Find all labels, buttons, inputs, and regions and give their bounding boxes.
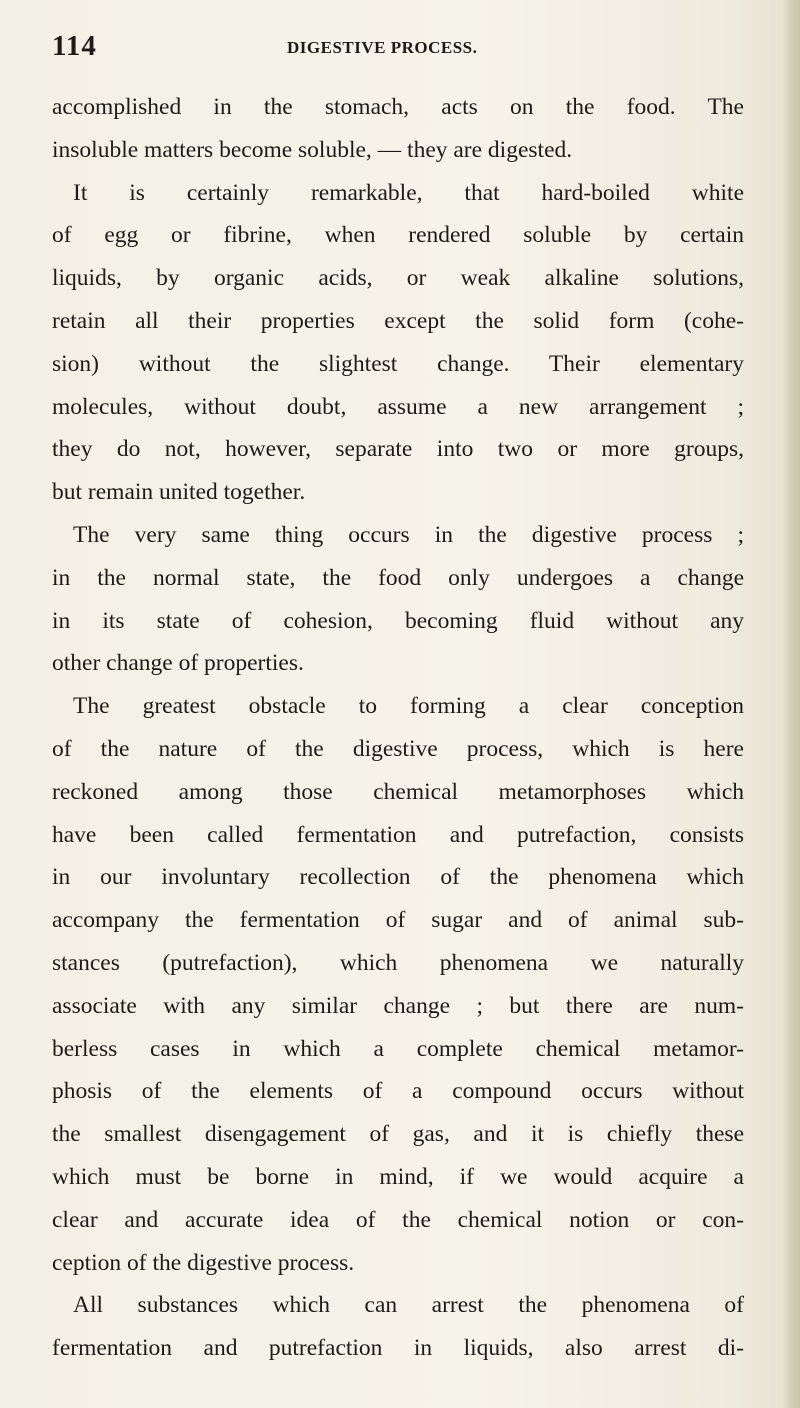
text-line: reckoned among those chemical metamorphoses which (52, 778, 744, 805)
text-line: of egg or fibrine, when rendered soluble by certain (52, 222, 744, 249)
text-line: the smallest disengagement of gas, and it is chiefly these (52, 1121, 744, 1148)
text-line: phosis of the elements of a compound occurs without (52, 1078, 744, 1105)
text-line: liquids, by organic acids, or weak alkaline solutions, (52, 265, 744, 292)
text-line: associate with any similar change ; but there are num- (52, 992, 744, 1019)
text-line: The greatest obstacle to forming a clear conception (73, 693, 744, 720)
text-line: molecules, without doubt, assume a new arrangement ; (52, 393, 744, 420)
running-head: DIGESTIVE PROCESS. (287, 38, 478, 57)
page-header (52, 30, 742, 70)
text-line: stances (putrefaction), which phenomena we naturally (52, 949, 744, 976)
text-line: they do not, however, separate into two or more groups, (52, 436, 744, 463)
text-line: have been called fermentation and putrefaction, consists (52, 821, 744, 848)
text-line: fermentation and putrefaction in liquids, also arrest di- (52, 1335, 744, 1362)
text-line: clear and accurate idea of the chemical notion or con- (52, 1206, 744, 1233)
text-line: sion) without the slightest change. Their elementary (52, 350, 744, 377)
page-edge-shadow (782, 0, 800, 1408)
text-line: It is certainly remarkable, that hard-boiled white (73, 179, 744, 206)
text-line: retain all their properties except the solid form (cohe- (52, 307, 744, 334)
text-line: of the nature of the digestive process, which is here (52, 735, 744, 762)
body-text (52, 86, 744, 1370)
text-line: in the normal state, the food only undergoes a change (52, 564, 744, 591)
text-line: All substances which can arrest the phenomena of (73, 1292, 744, 1319)
text-line: berless cases in which a complete chemical metamor- (52, 1035, 744, 1062)
text-line: accompany the fermentation of sugar and of animal sub- (52, 907, 744, 934)
text-line: ception of the digestive process. (52, 1249, 355, 1276)
page-number: 114 (52, 30, 97, 62)
text-line: which must be borne in mind, if we would acquire a (52, 1163, 744, 1190)
text-line: accomplished in the stomach, acts on the food. The (52, 94, 744, 120)
text-line: in our involuntary recollection of the phenomena which (52, 864, 744, 891)
text-line: insoluble matters become soluble, — they are digested. (52, 136, 573, 163)
text-line: in its state of cohesion, becoming fluid without any (52, 607, 744, 634)
text-line: other change of properties. (52, 650, 304, 677)
text-line: The very same thing occurs in the digestive process ; (73, 521, 744, 548)
text-line: but remain united together. (52, 479, 306, 506)
